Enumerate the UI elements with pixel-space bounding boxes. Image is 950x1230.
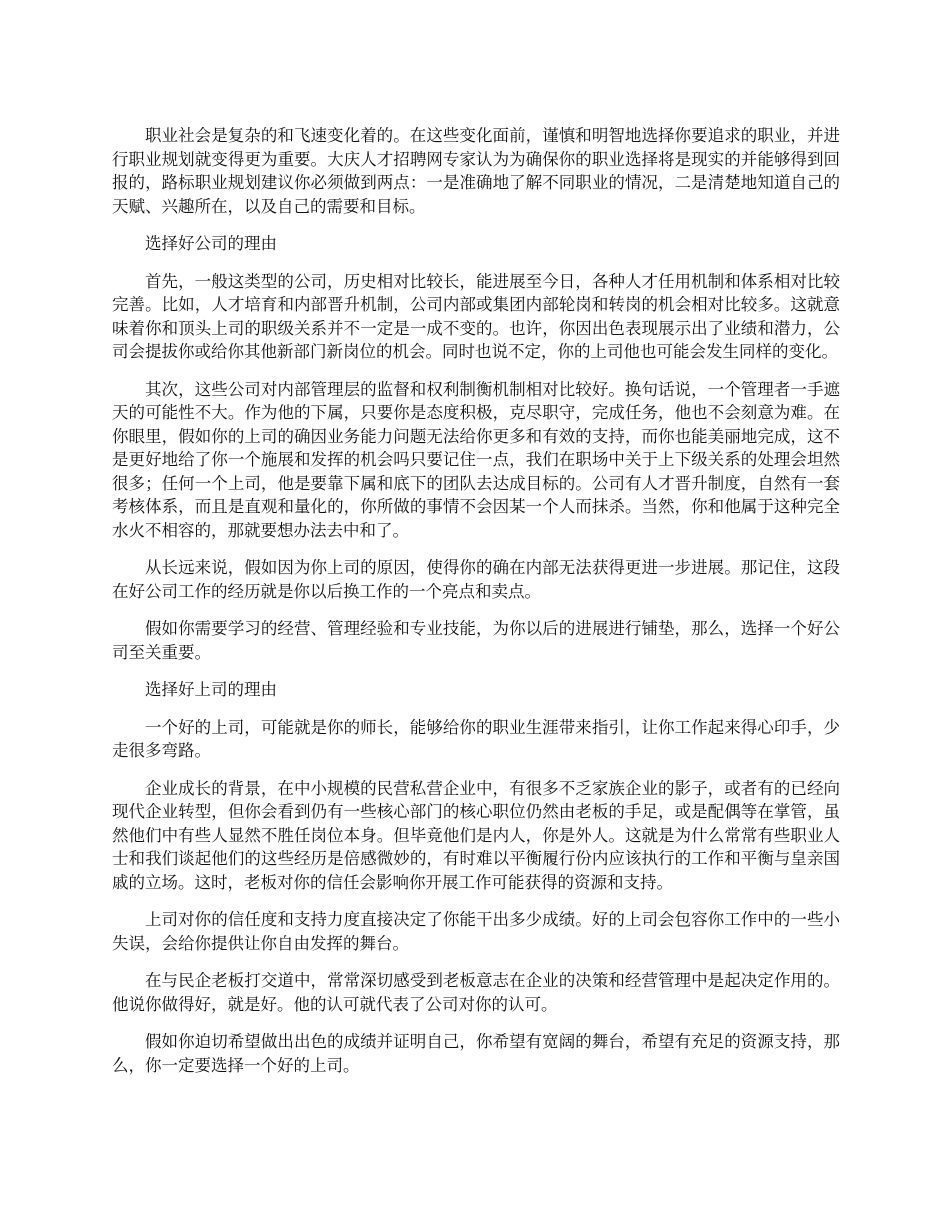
paragraph-good-boss-mentor: 一个好的上司，可能就是你的师长，能够给你的职业生涯带来指引，让你工作起来得心印手，少走很多弯路。 xyxy=(112,717,840,760)
paragraph-boss-trust: 上司对你的信任度和支持力度直接决定了你能干出多少成绩。好的上司会包容你工作中的一些小失误，会给你提供让你自由发挥的舞台。 xyxy=(112,910,840,953)
document-body xyxy=(112,124,840,1091)
section-heading-good-boss: 选择好上司的理由 xyxy=(145,680,277,699)
paragraph-intro: 职业社会是复杂的和飞速变化着的。在这些变化面前，谨慎和明智地选择你要追求的职业，并进行职业规划就变得更为重要。大庆人才招聘网专家认为为确保你的职业选择将是现实的并能够得到回报的，路标职业规划建议你必须做到两点：一是准确地了解不同职业的情况，二是清楚地知道自己的天赋、兴趣所在，以及自己的需要和目标。 xyxy=(112,126,840,216)
section-heading-good-company: 选择好公司的理由 xyxy=(145,234,277,253)
paragraph-company-conclusion: 假如你需要学习的经营、管理经验和专业技能，为你以后的进展进行铺垫，那么，选择一个好公司至关重要。 xyxy=(112,619,840,662)
paragraph-first-reason: 首先，一般这类型的公司，历史相对比较长，能进展至今日，各种人才任用机制和体系相对比较完善。比如，人才培育和内部晋升机制，公司内部或集团内部轮岗和转岗的机会相对比较多。这就意味着你和顶头上司的职级关系并不一定是一成不变的。也许，你因出色表现展示出了业绩和潜力，公司会提拔你或给你其他新部门新岗位的机会。同时也说不定，你的上司他也可能会发生同样的变化。 xyxy=(112,271,840,361)
paragraph-long-term: 从长远来说，假如因为你上司的原因，使得你的确在内部无法获得更进一步进展。那记住，这段在好公司工作的经历就是你以后换工作的一个亮点和卖点。 xyxy=(112,558,840,601)
paragraph-boss-conclusion: 假如你迫切希望做出出色的成绩并证明自己，你希望有宽阔的舞台，希望有充足的资源支持，那么，你一定要选择一个好的上司。 xyxy=(112,1032,840,1075)
paragraph-second-reason: 其次，这些公司对内部管理层的监督和权利制衡机制相对比较好。换句话说，一个管理者一手遮天的可能性不大。作为他的下属，只要你是态度积极，克尽职守，完成任务，他也不会刻意为难。在你眼里，假如你的上司的确因业务能力问题无法给你更多和有效的支持，而你也能美丽地完成，这不是更好地给了你一个施展和发挥的机会吗只要记住一点，我们在职场中关于上下级关系的处理会坦然很多；任何一个上司，他是要靠下属和底下的团队去达成目标的。公司有人才晋升制度，自然有一套考核体系，而且是直观和量化的，你所做的事情不会因某一个人而抹杀。当然，你和他属于这种完全水火不相容的，那就要想办法去中和了。 xyxy=(112,379,840,540)
paragraph-private-enterprise: 在与民企老板打交道中，常常深切感受到老板意志在企业的决策和经营管理中是起决定作用的。他说你做得好，就是好。他的认可就代表了公司对你的认可。 xyxy=(112,971,840,1014)
paragraph-enterprise-background: 企业成长的背景，在中小规模的民营私营企业中，有很多不乏家族企业的影子，或者有的已经向现代企业转型，但你会看到仍有一些核心部门的核心职位仍然由老板的手足，或是配偶等在掌管，虽然他们中有些人显然不胜任岗位本身。但毕竟他们是内人，你是外人。这就是为什么常常有些职业人士和我们谈起他们的这些经历是倍感微妙的，有时难以平衡履行份内应该执行的工作和平衡与皇亲国戚的立场。这时，老板对你的信任会影响你开展工作可能获得的资源和支持。 xyxy=(112,778,840,892)
